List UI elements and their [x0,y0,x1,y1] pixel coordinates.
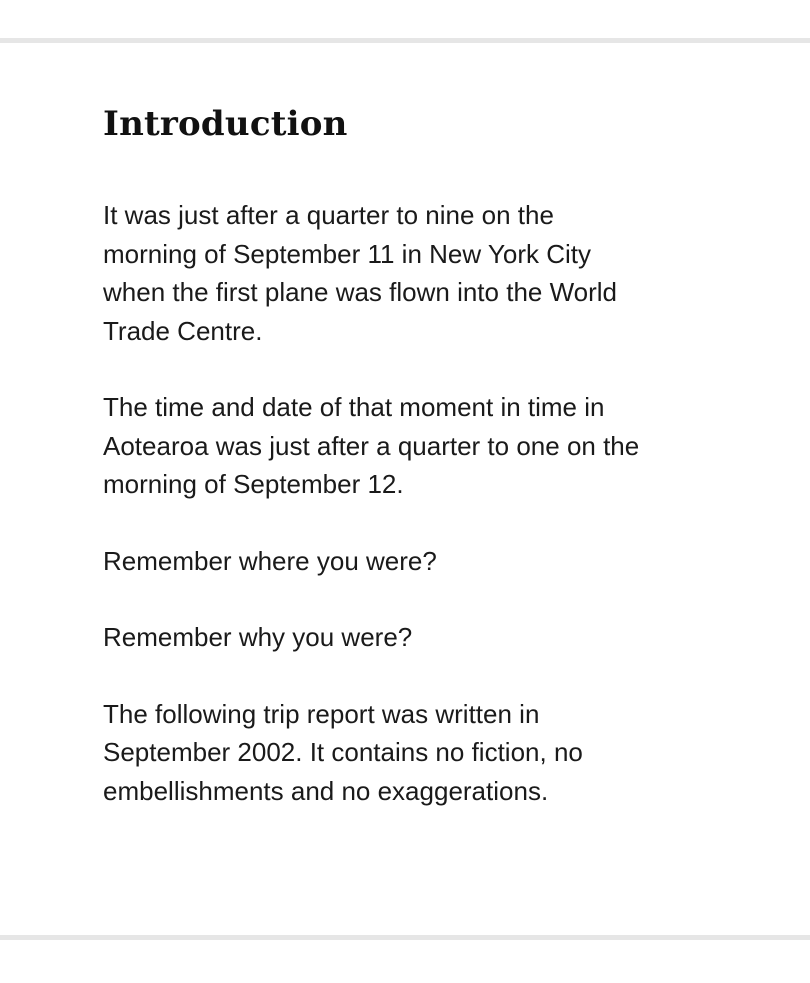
paragraph-remember-where: Remember where you were? [103,545,437,576]
paragraph-trip-report-note: The following trip report was written in September 2002. It contains no fiction, no embellishments and no exaggerations. [103,698,583,806]
top-page-divider [0,38,810,43]
paragraph-remember-why: Remember why you were? [103,622,413,652]
page-title: Introduction [103,104,348,144]
paragraph-aotearoa-time: The time and date of that moment in time in Aotearoa was just after a quarter to one on the morning of September 12. [103,392,640,499]
paragraph-opening: It was just after a quarter to nine on the morning of September 11 in New York City when the first plane was flown into the World Trade Centre. [103,200,618,346]
bottom-page-divider [0,935,810,940]
document-page [103,102,743,848]
